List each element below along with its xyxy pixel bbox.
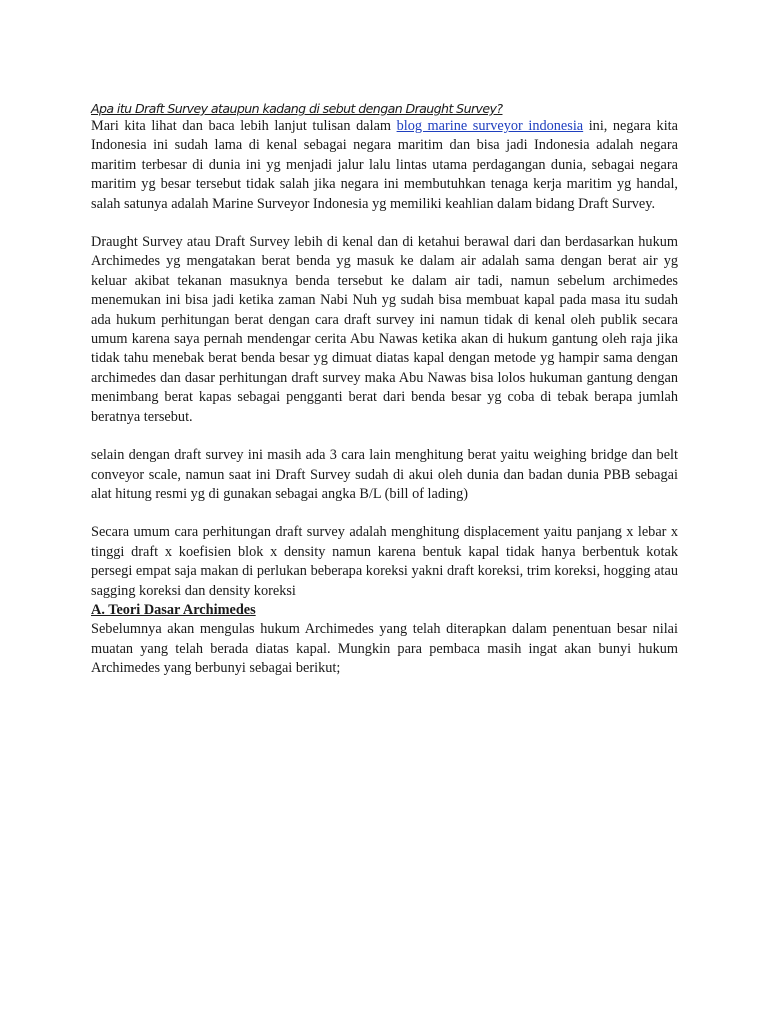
document-title: Apa itu Draft Survey ataupun kadang di sebut dengan Draught Survey? [91, 101, 503, 116]
paragraph-calculation: Secara umum cara perhitungan draft survey adalah menghitung displacement yaitu panjang x lebar x tinggi draft x koefisien blok x density namun karena bentuk kapal tidak hanya berbentuk kotak persegi empat saja makan di perlukan beberapa koreksi yakni draft koreksi, trim koreksi, hogging atau sagging koreksi dan density koreksi [91, 524, 678, 599]
section-heading: A. Teori Dasar Archimedes [91, 601, 256, 618]
paragraph-intro-text-after: ini, negara kita Indonesia ini sudah lama di kenal sebagai negara maritim dan bisa jadi Indonesia adalah negara maritim terbesar di dunia ini yg menjadi jalur lalu lintas utama perdagangan dunia, sebagai negara maritim yg besar tersebut tidak salah jika negara ini membutuhkan tenaga kerja maritim yg handal, salah satunya adalah Marine Surveyor Indonesia yg memiliki keahlian dalam bidang Draft Survey. [91, 118, 678, 212]
paragraph-spacer [91, 504, 678, 523]
paragraph-spacer [91, 214, 678, 233]
blog-link[interactable]: blog marine surveyor indonesia [396, 118, 584, 134]
paragraph-other-methods: selain dengan draft survey ini masih ada 3 cara lain menghitung berat yaitu weighing bridge dan belt conveyor scale, namun saat ini Draft Survey sudah di akui oleh dunia dan badan dunia PBB sebagai alat hitung resmi yg di gunakan sebagai angka B/L (bill of lading) [91, 447, 678, 502]
paragraph-intro-text-before: Mari kita lihat dan baca lebih lanjut tulisan dalam [91, 118, 397, 134]
paragraph-spacer [91, 427, 678, 446]
document-body [91, 100, 678, 679]
paragraph-archimedes-history: Draught Survey atau Draft Survey lebih di kenal dan di ketahui berawal dari dan berdasarkan hukum Archimedes yg mengatakan berat benda yg masuk ke dalam air adalah sama dengan berat air yg keluar akibat tekanan masuknya benda tersebut ke dalam air tadi, namun sebelum archimedes menemukan ini bisa jadi ketika zaman Nabi Nuh yg sudah bisa membuat kapal pada masa itu sudah ada hukum perhitungan berat dengan cara draft survey ini namun tidak di kenal oleh publik secara umum karena saya pernah mendengar cerita Abu Nawas ketika akan di hukum gantung oleh raja jika tidak tahu menebak berat benda besar yg dimuat diatas kapal dengan metode yg hampir sama dengan archimedes dan dasar perhitungan draft survey maka Abu Nawas bisa lolos hukuman gantung dengan menimbang berat kapas sebagai pengganti berat dari benda besar yg coba di tebak berapa jumlah beratnya tersebut. [91, 234, 678, 425]
paragraph-intro [91, 117, 678, 214]
paragraph-archimedes-theory: Sebelumnya akan mengulas hukum Archimedes yang telah diterapkan dalam penentuan besar nilai muatan yang telah berada diatas kapal. Mungkin para pembaca masih ingat akan bunyi hukum Archimedes yang berbunyi sebagai berikut; [91, 621, 678, 677]
